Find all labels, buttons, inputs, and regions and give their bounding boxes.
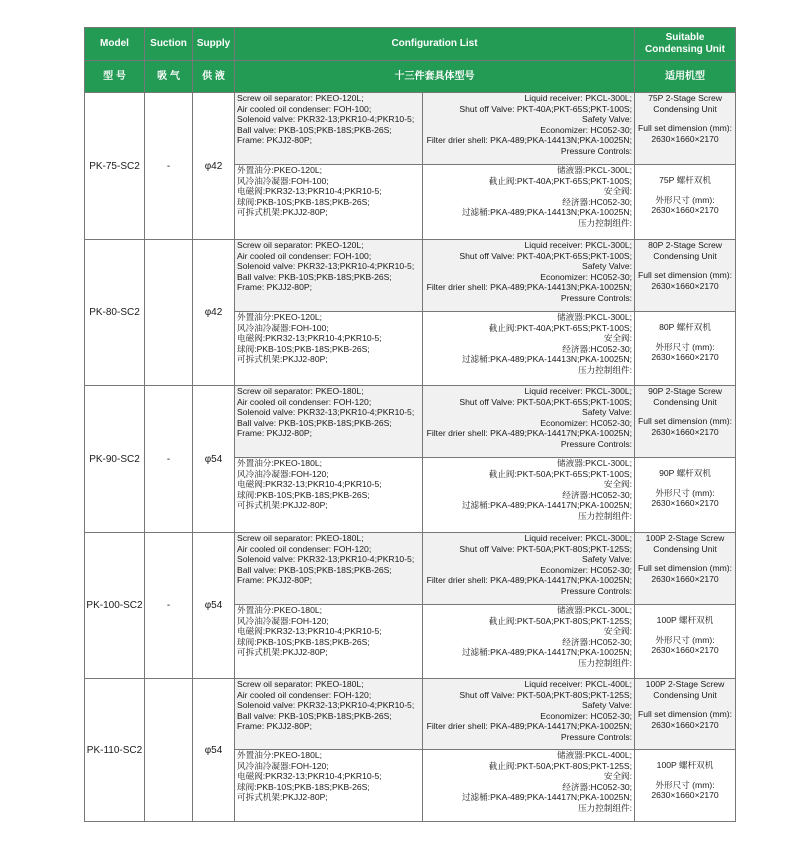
- unit-line: Condensing Unit: [653, 543, 717, 554]
- config-en-right: [423, 386, 635, 458]
- config-cn-left: [235, 458, 423, 533]
- config-en-right: [423, 533, 635, 605]
- header-unit: Suitable Condensing Unit: [635, 28, 736, 61]
- config-en-left: [235, 240, 423, 312]
- unit-line: Full set dimension (mm):: [637, 563, 733, 574]
- config-line: Economizer: HC052-30;: [540, 417, 633, 428]
- config-line: 电磁阀:PKR32-13;PKR10-4;PKR10-5;: [237, 333, 382, 344]
- model-cell: PK-90-SC2: [85, 386, 145, 533]
- config-en-left: [235, 679, 423, 750]
- model-cell: PK-100-SC2: [85, 533, 145, 679]
- config-line: Pressure Controls:: [560, 585, 633, 596]
- header-config-cn: 十三件套具体型号: [235, 61, 635, 93]
- unit-line: [635, 554, 735, 563]
- config-cn-left: [235, 605, 423, 679]
- config-line: 安全阀:: [603, 626, 633, 637]
- suction-cell: -: [145, 93, 193, 240]
- unit-cn-cell: [635, 458, 736, 533]
- config-line: Ball valve: PKB-10S;PKB-18S;PKB-26S;: [237, 417, 392, 428]
- unit-line: 2630×1660×2170: [651, 352, 719, 363]
- unit-line: [635, 479, 735, 488]
- unit-line: 2630×1660×2170: [651, 280, 719, 291]
- unit-line: 2630×1660×2170: [651, 790, 719, 801]
- config-line: 截止阀:PKT-40A;PKT-65S;PKT-100S;: [488, 175, 633, 186]
- config-line: 电磁阀:PKR32-13;PKR10-4;PKR10-5;: [237, 479, 382, 490]
- header-row-en: [85, 28, 736, 61]
- config-line: 外置油分:PKEO-120L;: [237, 165, 323, 175]
- config-line: Ball valve: PKB-10S;PKB-18S;PKB-26S;: [237, 710, 392, 721]
- config-line: Solenoid valve: PKR32-13;PKR10-4;PKR10-5;: [237, 261, 415, 272]
- unit-line: [635, 114, 735, 123]
- unit-line: 2630×1660×2170: [651, 498, 719, 509]
- supply-cell: φ54: [193, 679, 235, 822]
- config-line: 安全阀:: [603, 186, 633, 197]
- config-line: 压力控制组件:: [578, 217, 633, 228]
- config-line: 储液器:PKCL-300L;: [557, 605, 633, 615]
- unit-en-cell: [635, 240, 736, 312]
- config-line: Safety Valve:: [582, 700, 633, 711]
- config-line: 经济器:HC052-30;: [562, 343, 633, 354]
- config-line: 储液器:PKCL-300L;: [557, 458, 633, 468]
- config-line: Safety Valve:: [582, 554, 633, 565]
- unit-cn-cell: [635, 165, 736, 240]
- unit-line: [635, 700, 735, 709]
- config-line: 电磁阀:PKR32-13;PKR10-4;PKR10-5;: [237, 771, 382, 782]
- config-line: Screw oil separator: PKEO-120L;: [237, 240, 364, 250]
- config-line: 经济器:HC052-30;: [562, 636, 633, 647]
- config-line: Economizer: HC052-30;: [540, 124, 633, 135]
- config-line: 风冷油冷凝器:FOH-100;: [237, 175, 329, 186]
- config-line: Solenoid valve: PKR32-13;PKR10-4;PKR10-5;: [237, 700, 415, 711]
- unit-line: Full set dimension (mm):: [637, 123, 733, 134]
- unit-en-cell: [635, 93, 736, 165]
- config-line: Filter drier shell: PKA-489;PKA-14417N;PKA-10025N;: [426, 721, 633, 732]
- unit-line: 外形尺寸 (mm):: [655, 194, 715, 205]
- config-line: Safety Valve:: [582, 261, 633, 272]
- config-cn-right: [423, 458, 635, 533]
- config-line: Shut off Valve: PKT-40A;PKT-65S;PKT-100S;: [459, 250, 633, 261]
- config-line: 风冷油冷凝器:FOH-120;: [237, 760, 329, 771]
- config-line: Air cooled oil condenser: FOH-100;: [237, 250, 372, 261]
- unit-en-cell: [635, 386, 736, 458]
- config-line: Ball valve: PKB-10S;PKB-18S;PKB-26S;: [237, 271, 392, 282]
- config-line: Filter drier shell: PKA-489;PKA-14413N;PKA-10025N;: [426, 282, 633, 293]
- unit-line: 75P 2-Stage Screw: [648, 93, 722, 103]
- unit-line: [635, 407, 735, 416]
- config-line: Ball valve: PKB-10S;PKB-18S;PKB-26S;: [237, 564, 392, 575]
- unit-line: Condensing Unit: [653, 103, 717, 114]
- config-cn-left: [235, 750, 423, 822]
- config-line: 压力控制组件:: [578, 364, 633, 375]
- config-line: Liquid receiver: PKCL-400L;: [524, 679, 633, 689]
- config-cn-right: [423, 605, 635, 679]
- config-line: Safety Valve:: [582, 114, 633, 125]
- unit-line: 90P 螺杆双机: [659, 468, 711, 478]
- config-line: 经济器:HC052-30;: [562, 781, 633, 792]
- config-cn-left: [235, 165, 423, 240]
- unit-line: Condensing Unit: [653, 689, 717, 700]
- config-cn-right: [423, 312, 635, 386]
- config-line: Shut off Valve: PKT-50A;PKT-80S;PKT-125S;: [459, 543, 633, 554]
- unit-line: 2630×1660×2170: [651, 645, 719, 656]
- config-line: 球阀:PKB-10S;PKB-18S;PKB-26S;: [237, 343, 370, 354]
- spec-table: [84, 27, 736, 822]
- table-body: [85, 93, 736, 822]
- suction-cell: [145, 240, 193, 386]
- unit-en-cell: [635, 679, 736, 750]
- table-row: [85, 679, 736, 750]
- config-en-left: [235, 93, 423, 165]
- supply-cell: φ42: [193, 240, 235, 386]
- unit-line: 2630×1660×2170: [651, 719, 719, 730]
- config-line: 过滤桶:PKA-489;PKA-14417N;PKA-10025N;: [461, 792, 633, 803]
- supply-cell: φ42: [193, 93, 235, 240]
- supply-cell: φ54: [193, 533, 235, 679]
- unit-line: 80P 螺杆双机: [659, 322, 711, 332]
- header-supply-cn: 供 液: [193, 61, 235, 93]
- unit-line: [635, 333, 735, 342]
- header-model-cn: 型 号: [85, 61, 145, 93]
- config-line: Screw oil separator: PKEO-180L;: [237, 679, 364, 689]
- model-cell: PK-75-SC2: [85, 93, 145, 240]
- config-line: 截止阀:PKT-40A;PKT-65S;PKT-100S;: [488, 322, 633, 333]
- unit-en-cell: [635, 533, 736, 605]
- config-line: 可拆式机架:PKJJ2-80P;: [237, 354, 328, 365]
- config-line: Economizer: HC052-30;: [540, 271, 633, 282]
- config-line: 电磁阀:PKR32-13;PKR10-4;PKR10-5;: [237, 186, 382, 197]
- config-line: 可拆式机架:PKJJ2-80P;: [237, 500, 328, 511]
- config-line: 可拆式机架:PKJJ2-80P;: [237, 207, 328, 218]
- config-line: Air cooled oil condenser: FOH-120;: [237, 543, 372, 554]
- config-line: Safety Valve:: [582, 407, 633, 418]
- unit-cn-cell: [635, 750, 736, 822]
- unit-line: [635, 186, 735, 195]
- unit-line: 2630×1660×2170: [651, 426, 719, 437]
- config-line: 截止阀:PKT-50A;PKT-80S;PKT-125S;: [488, 615, 633, 626]
- unit-line: 75P 螺杆双机: [659, 175, 711, 185]
- header-supply: Supply: [193, 28, 235, 61]
- unit-line: 100P 2-Stage Screw: [645, 533, 725, 543]
- config-line: Frame: PKJJ2-80P;: [237, 135, 312, 146]
- config-en-right: [423, 240, 635, 312]
- unit-line: 外形尺寸 (mm):: [655, 341, 715, 352]
- header-suction-cn: 吸 气: [145, 61, 193, 93]
- config-line: 风冷油冷凝器:FOH-100;: [237, 322, 329, 333]
- config-line: Filter drier shell: PKA-489;PKA-14413N;PKA-10025N;: [426, 135, 633, 146]
- config-line: 压力控制组件:: [578, 510, 633, 521]
- config-line: 压力控制组件:: [578, 802, 633, 813]
- config-cn-right: [423, 750, 635, 822]
- config-line: Economizer: HC052-30;: [540, 710, 633, 721]
- unit-line: [635, 771, 735, 780]
- config-line: Pressure Controls:: [560, 145, 633, 156]
- config-line: Pressure Controls:: [560, 438, 633, 449]
- config-line: 储液器:PKCL-400L;: [557, 750, 633, 760]
- model-cell: PK-110-SC2: [85, 679, 145, 822]
- unit-line: Condensing Unit: [653, 396, 717, 407]
- config-line: Screw oil separator: PKEO-120L;: [237, 93, 364, 103]
- config-line: 球阀:PKB-10S;PKB-18S;PKB-26S;: [237, 489, 370, 500]
- unit-line: 100P 2-Stage Screw: [645, 679, 725, 689]
- config-line: Solenoid valve: PKR32-13;PKR10-4;PKR10-5;: [237, 114, 415, 125]
- config-line: Liquid receiver: PKCL-300L;: [524, 386, 633, 396]
- config-line: Liquid receiver: PKCL-300L;: [524, 93, 633, 103]
- config-en-right: [423, 93, 635, 165]
- unit-line: 2630×1660×2170: [651, 133, 719, 144]
- config-line: Shut off Valve: PKT-50A;PKT-80S;PKT-125S;: [459, 689, 633, 700]
- config-line: Frame: PKJJ2-80P;: [237, 575, 312, 586]
- header-suction: Suction: [145, 28, 193, 61]
- suction-cell: -: [145, 386, 193, 533]
- table-row: [85, 240, 736, 312]
- unit-line: [635, 626, 735, 635]
- unit-line: 外形尺寸 (mm):: [655, 779, 715, 790]
- config-en-left: [235, 386, 423, 458]
- config-line: 经济器:HC052-30;: [562, 489, 633, 500]
- config-line: Pressure Controls:: [560, 731, 633, 742]
- config-line: Frame: PKJJ2-80P;: [237, 282, 312, 293]
- config-line: Liquid receiver: PKCL-300L;: [524, 533, 633, 543]
- config-line: Ball valve: PKB-10S;PKB-18S;PKB-26S;: [237, 124, 392, 135]
- config-en-right: [423, 679, 635, 750]
- config-line: Filter drier shell: PKA-489;PKA-14417N;PKA-10025N;: [426, 428, 633, 439]
- unit-line: Condensing Unit: [653, 250, 717, 261]
- config-line: 过滤桶:PKA-489;PKA-14413N;PKA-10025N;: [461, 354, 633, 365]
- config-line: 球阀:PKB-10S;PKB-18S;PKB-26S;: [237, 636, 370, 647]
- config-line: Shut off Valve: PKT-50A;PKT-65S;PKT-100S;: [459, 396, 633, 407]
- config-line: Economizer: HC052-30;: [540, 564, 633, 575]
- config-line: 储液器:PKCL-300L;: [557, 165, 633, 175]
- config-line: Air cooled oil condenser: FOH-100;: [237, 103, 372, 114]
- suction-cell: -: [145, 533, 193, 679]
- supply-cell: φ54: [193, 386, 235, 533]
- config-line: Solenoid valve: PKR32-13;PKR10-4;PKR10-5;: [237, 554, 415, 565]
- config-line: Frame: PKJJ2-80P;: [237, 721, 312, 732]
- config-line: 外置油分:PKEO-180L;: [237, 750, 323, 760]
- config-line: 截止阀:PKT-50A;PKT-65S;PKT-100S;: [488, 468, 633, 479]
- model-cell: PK-80-SC2: [85, 240, 145, 386]
- config-line: Screw oil separator: PKEO-180L;: [237, 533, 364, 543]
- table-row: [85, 93, 736, 165]
- unit-line: 外形尺寸 (mm):: [655, 487, 715, 498]
- config-line: 安全阀:: [603, 479, 633, 490]
- config-line: 外置油分:PKEO-180L;: [237, 458, 323, 468]
- config-cn-left: [235, 312, 423, 386]
- unit-line: 100P 螺杆双机: [656, 760, 714, 770]
- config-line: 电磁阀:PKR32-13;PKR10-4;PKR10-5;: [237, 626, 382, 637]
- config-line: 风冷油冷凝器:FOH-120;: [237, 468, 329, 479]
- config-line: 球阀:PKB-10S;PKB-18S;PKB-26S;: [237, 781, 370, 792]
- config-line: Filter drier shell: PKA-489;PKA-14417N;PKA-10025N;: [426, 575, 633, 586]
- config-en-left: [235, 533, 423, 605]
- header-model: Model: [85, 28, 145, 61]
- unit-line: Full set dimension (mm):: [637, 709, 733, 720]
- config-line: Screw oil separator: PKEO-180L;: [237, 386, 364, 396]
- config-line: Shut off Valve: PKT-40A;PKT-65S;PKT-100S;: [459, 103, 633, 114]
- header-unit-cn: 适用机型: [635, 61, 736, 93]
- config-cn-right: [423, 165, 635, 240]
- unit-line: 90P 2-Stage Screw: [648, 386, 722, 396]
- config-line: 过滤桶:PKA-489;PKA-14413N;PKA-10025N;: [461, 207, 633, 218]
- config-line: 安全阀:: [603, 333, 633, 344]
- header-config: Configuration List: [235, 28, 635, 61]
- config-line: 储液器:PKCL-300L;: [557, 312, 633, 322]
- unit-line: Full set dimension (mm):: [637, 270, 733, 281]
- unit-line: 2630×1660×2170: [651, 205, 719, 216]
- config-line: Solenoid valve: PKR32-13;PKR10-4;PKR10-5;: [237, 407, 415, 418]
- config-line: Pressure Controls:: [560, 292, 633, 303]
- unit-line: 100P 螺杆双机: [656, 615, 714, 625]
- config-line: 可拆式机架:PKJJ2-80P;: [237, 792, 328, 803]
- header-row-cn: [85, 61, 736, 93]
- config-line: Frame: PKJJ2-80P;: [237, 428, 312, 439]
- config-line: 压力控制组件:: [578, 657, 633, 668]
- config-line: 经济器:HC052-30;: [562, 196, 633, 207]
- unit-cn-cell: [635, 312, 736, 386]
- unit-line: [635, 261, 735, 270]
- config-line: 安全阀:: [603, 771, 633, 782]
- config-line: 过滤桶:PKA-489;PKA-14417N;PKA-10025N;: [461, 500, 633, 511]
- unit-line: 2630×1660×2170: [651, 573, 719, 584]
- table-row: [85, 533, 736, 605]
- suction-cell: [145, 679, 193, 822]
- unit-line: 80P 2-Stage Screw: [648, 240, 722, 250]
- config-line: Air cooled oil condenser: FOH-120;: [237, 689, 372, 700]
- config-line: 风冷油冷凝器:FOH-120;: [237, 615, 329, 626]
- config-line: 过滤桶:PKA-489;PKA-14417N;PKA-10025N;: [461, 647, 633, 658]
- unit-line: Full set dimension (mm):: [637, 416, 733, 427]
- config-line: 外置油分:PKEO-120L;: [237, 312, 323, 322]
- unit-cn-cell: [635, 605, 736, 679]
- unit-line: 外形尺寸 (mm):: [655, 634, 715, 645]
- config-line: Liquid receiver: PKCL-300L;: [524, 240, 633, 250]
- config-line: 外置油分:PKEO-180L;: [237, 605, 323, 615]
- config-line: 球阀:PKB-10S;PKB-18S;PKB-26S;: [237, 196, 370, 207]
- config-line: 可拆式机架:PKJJ2-80P;: [237, 647, 328, 658]
- table-row: [85, 386, 736, 458]
- config-line: Air cooled oil condenser: FOH-120;: [237, 396, 372, 407]
- config-line: 截止阀:PKT-50A;PKT-80S;PKT-125S;: [488, 760, 633, 771]
